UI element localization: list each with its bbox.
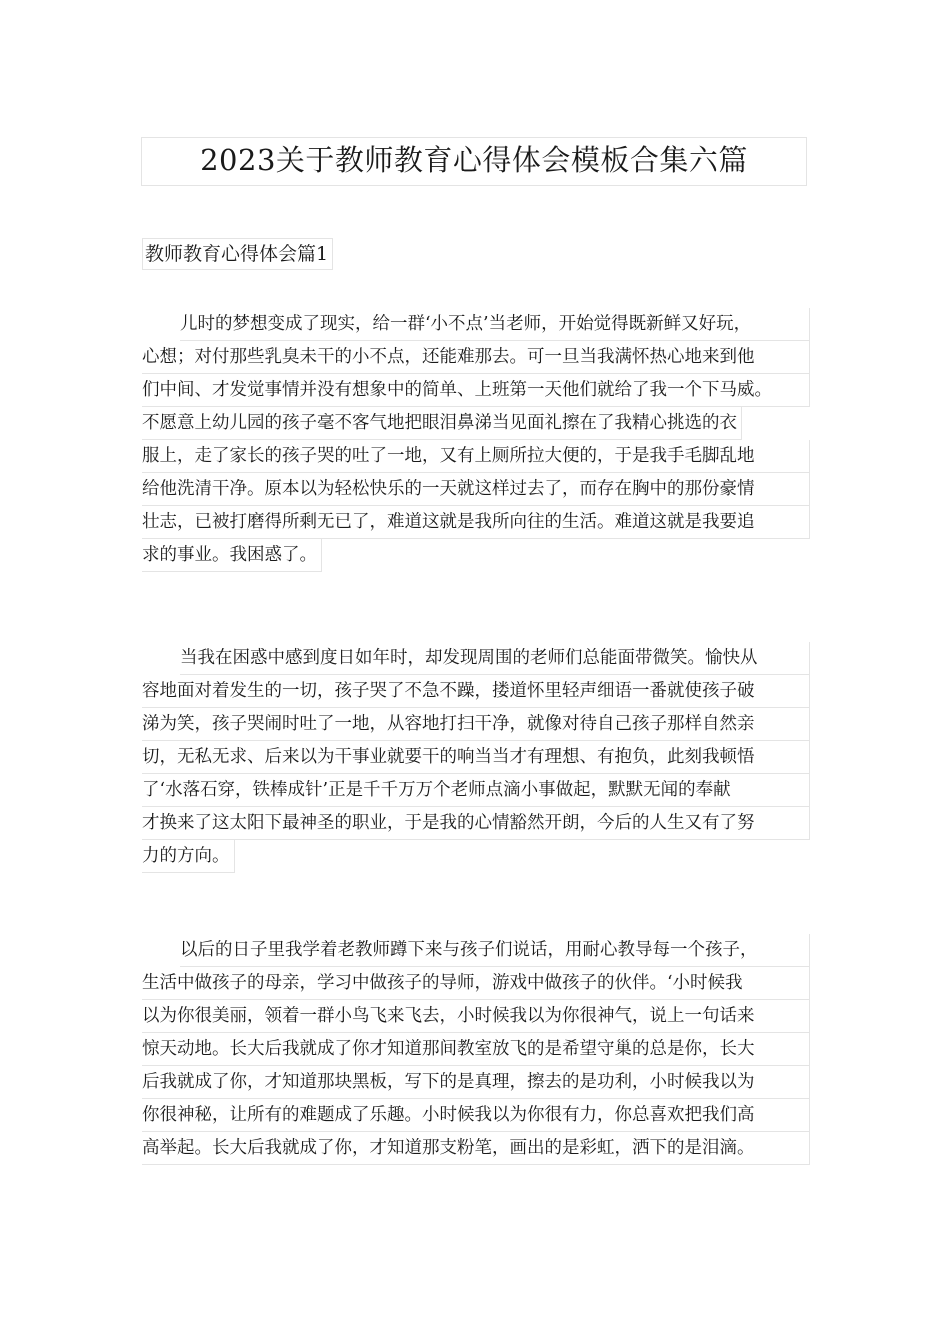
- paragraph-line: 求的事业。我困惑了。: [142, 539, 810, 572]
- paragraph-line: 了‘水落石穿，铁棒成针’正是千千万万个老师点滴小事做起，默默无闻的奉献: [142, 774, 810, 807]
- paragraph-line: 生活中做孩子的母亲，学习中做孩子的导师，游戏中做孩子的伙伴。‘小时候我: [142, 967, 810, 1000]
- paragraph-line: 以为你很美丽，领着一群小鸟飞来飞去，小时候我以为你很神气，说上一句话来: [142, 1000, 810, 1033]
- paragraph-2: [142, 642, 810, 873]
- paragraph-line: 儿时的梦想变成了现实，给一群‘小不点’当老师，开始觉得既新鲜又好玩，: [142, 308, 810, 341]
- paragraph-line: 惊天动地。长大后我就成了你才知道那间教室放飞的是希望守巢的总是你，长大: [142, 1033, 810, 1066]
- paragraph-line: 切，无私无求、后来以为干事业就要干的响当当才有理想、有抱负，此刻我顿悟: [142, 741, 810, 774]
- paragraph-3: [142, 934, 810, 1165]
- paragraph-line: 容地面对着发生的一切，孩子哭了不急不躁，搂道怀里轻声细语一番就使孩子破: [142, 675, 810, 708]
- paragraph-line: 你很神秘，让所有的难题成了乐趣。小时候我以为你很有力，你总喜欢把我们高: [142, 1099, 810, 1132]
- paragraph-line: 壮志，已被打磨得所剩无已了，难道这就是我所向往的生活。难道这就是我要追: [142, 506, 810, 539]
- paragraph-line: 力的方向。: [142, 840, 810, 873]
- paragraph-line: 给他洗清干净。原本以为轻松快乐的一天就这样过去了，而存在胸中的那份豪情: [142, 473, 810, 506]
- paragraph-1: [142, 308, 810, 572]
- paragraph-line: 不愿意上幼儿园的孩子毫不客气地把眼泪鼻涕当见面礼擦在了我精心挑选的衣: [142, 407, 810, 440]
- document-title: 2023关于教师教育心得体会模板合集六篇: [141, 137, 807, 186]
- paragraph-line: 以后的日子里我学着老教师蹲下来与孩子们说话，用耐心教导每一个孩子，: [142, 934, 810, 967]
- paragraph-line: 后我就成了你，才知道那块黑板，写下的是真理，擦去的是功利，小时候我以为: [142, 1066, 810, 1099]
- paragraph-line: 才换来了这太阳下最神圣的职业，于是我的心情豁然开朗，今后的人生又有了努: [142, 807, 810, 840]
- paragraph-line: 们中间、才发觉事情并没有想象中的简单、上班第一天他们就给了我一个下马威。: [142, 374, 810, 407]
- paragraph-line: 涕为笑，孩子哭闹时吐了一地，从容地打扫干净，就像对待自己孩子那样自然亲: [142, 708, 810, 741]
- paragraph-line: 高举起。长大后我就成了你，才知道那支粉笔，画出的是彩虹，洒下的是泪滴。: [142, 1132, 810, 1165]
- paragraph-line: 心想；对付那些乳臭未干的小不点，还能难那去。可一旦当我满怀热心地来到他: [142, 341, 810, 374]
- paragraph-line: 当我在困惑中感到度日如年时，却发现周围的老师们总能面带微笑。愉快从: [142, 642, 810, 675]
- section-heading: 教师教育心得体会篇1: [142, 238, 333, 270]
- paragraph-line: 服上，走了家长的孩子哭的吐了一地，又有上厕所拉大便的，于是我手毛脚乱地: [142, 440, 810, 473]
